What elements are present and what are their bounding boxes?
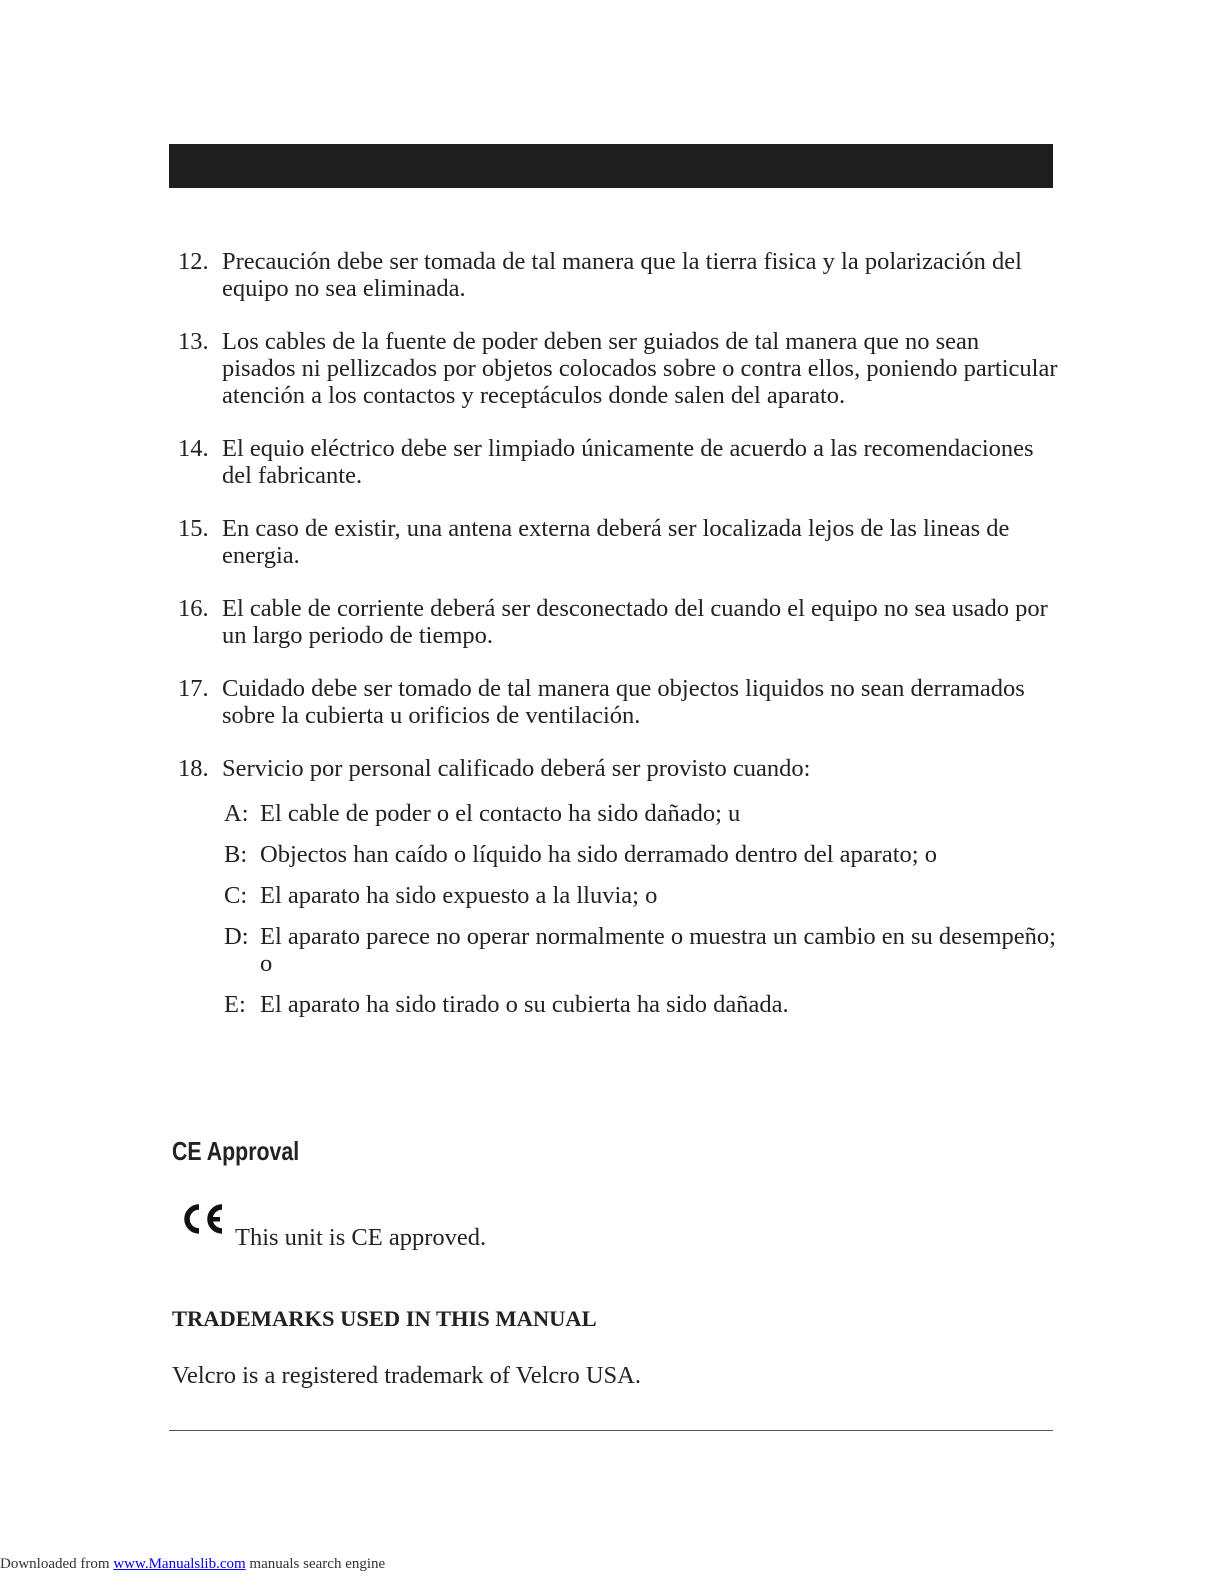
item-text: Los cables de la fuente de poder deben ser guiados de tal manera que no sean pisados ni pellizcados por objetos colocados sobre o contra ellos, poniendo particular atención a los contactos y receptáculos donde salen del aparato. — [222, 328, 1058, 409]
footer-rule — [169, 1430, 1053, 1431]
item-number: 18. — [178, 755, 209, 782]
sub-item-text: El aparato ha sido tirado o su cubierta ha sido dañada. — [260, 991, 789, 1018]
service-conditions-list — [178, 800, 1058, 1018]
list-item — [178, 435, 1058, 489]
list-item — [178, 248, 1058, 302]
ce-approval-heading: CE Approval — [172, 1136, 300, 1166]
trademarks-text: Velcro is a registered trademark of Velcro USA. — [172, 1362, 641, 1389]
item-number: 14. — [178, 435, 209, 462]
item-number: 13. — [178, 328, 209, 355]
list-item — [178, 675, 1058, 729]
sub-item-label: D: — [224, 923, 249, 950]
list-item — [178, 515, 1058, 569]
item-number: 16. — [178, 595, 209, 622]
sub-item — [224, 882, 1058, 909]
item-number: 17. — [178, 675, 209, 702]
sub-item-label: E: — [224, 991, 246, 1018]
safety-list — [178, 248, 1058, 1032]
sub-item — [224, 841, 1058, 868]
sub-item-label: C: — [224, 882, 248, 909]
trademarks-heading: TRADEMARKS USED IN THIS MANUAL — [172, 1306, 597, 1331]
download-source-line — [0, 1556, 385, 1573]
sub-item-text: El cable de poder o el contacto ha sido dañado; u — [260, 800, 741, 827]
item-text: El equio eléctrico debe ser limpiado únicamente de acuerdo a las recomendaciones del fabricante. — [222, 435, 1034, 489]
ce-mark-icon — [181, 1202, 227, 1236]
sub-item-text: El aparato parece no operar normalmente o muestra un cambio en su desempeño; o — [260, 923, 1056, 977]
list-item — [178, 595, 1058, 649]
sub-item — [224, 923, 1058, 977]
sub-item — [224, 800, 1058, 827]
sub-item-label: B: — [224, 841, 248, 868]
header-bar — [169, 144, 1053, 188]
item-text: Cuidado debe ser tomado de tal manera que objectos liquidos no sean derramados sobre la cubierta u orificios de ventilación. — [222, 675, 1025, 729]
sub-item-text: Objectos han caído o líquido ha sido derramado dentro del aparato; o — [260, 841, 937, 868]
item-number: 12. — [178, 248, 209, 275]
download-suffix: manuals search engine — [245, 1556, 386, 1572]
sub-item — [224, 991, 1058, 1018]
list-item — [178, 755, 1058, 782]
ce-approval-text: This unit is CE approved. — [235, 1224, 487, 1251]
list-item — [178, 328, 1058, 409]
download-prefix: Downloaded from — [0, 1556, 114, 1572]
item-number: 15. — [178, 515, 209, 542]
sub-item-text: El aparato ha sido expuesto a la lluvia; o — [260, 882, 658, 909]
item-text: El cable de corriente deberá ser desconectado del cuando el equipo no sea usado por un largo periodo de tiempo. — [222, 595, 1048, 649]
item-text: Servicio por personal calificado deberá ser provisto cuando: — [222, 755, 811, 782]
sub-item-label: A: — [224, 800, 249, 827]
item-text: Precaución debe ser tomada de tal manera que la tierra fisica y la polarización del equipo no sea eliminada. — [222, 248, 1022, 302]
manualslib-link[interactable]: www.Manualslib.com — [113, 1556, 246, 1572]
item-text: En caso de existir, una antena externa deberá ser localizada lejos de las lineas de energia. — [222, 515, 1010, 569]
